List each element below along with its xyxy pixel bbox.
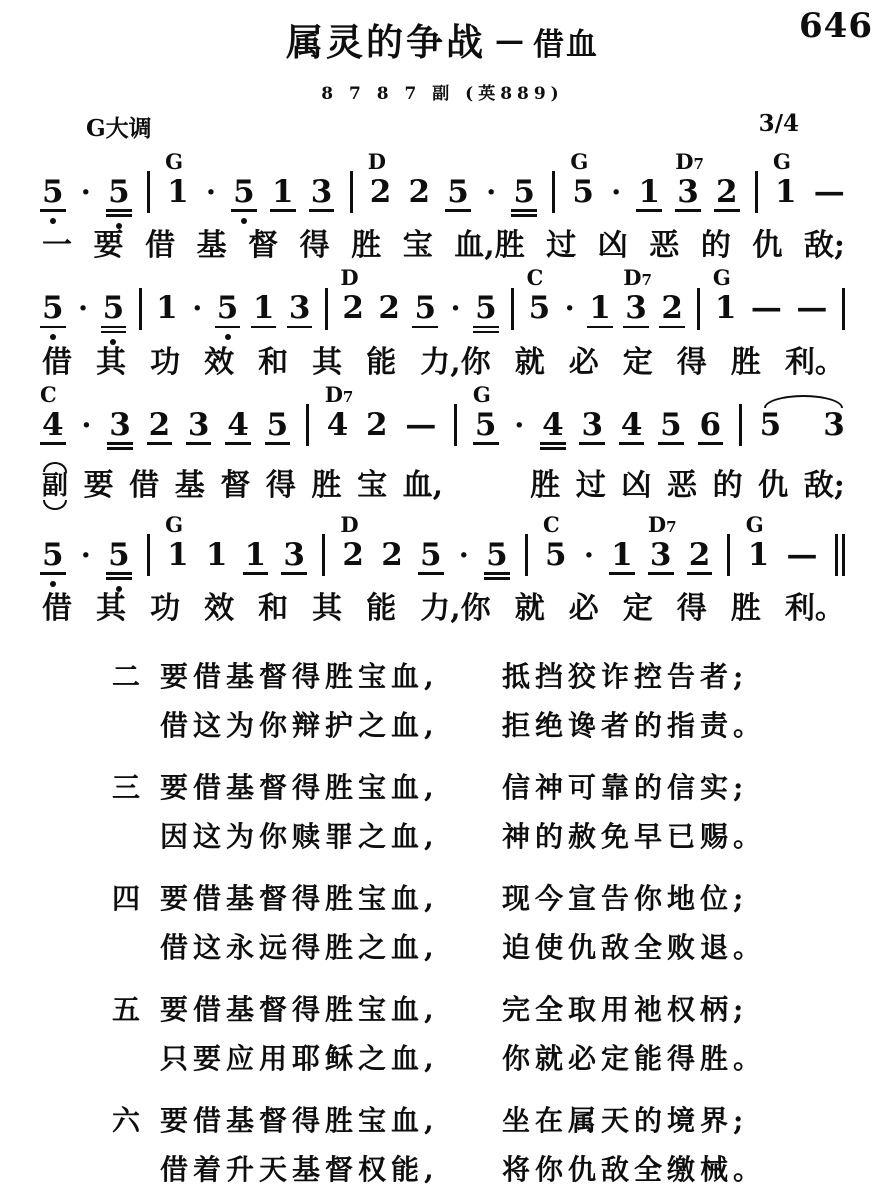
rhythm-dot: ·	[611, 174, 622, 209]
note-digit: 3	[310, 173, 333, 210]
eighth-underline	[636, 209, 662, 212]
vertical-paren-bottom	[43, 500, 67, 510]
note-digit: 5	[419, 536, 442, 573]
lyric-syllable: 其	[96, 344, 127, 380]
note-digit: 5	[103, 293, 125, 324]
lyric-syllable: 其	[96, 591, 127, 626]
notation-row	[42, 264, 845, 346]
title-subtitle: 借血	[533, 27, 599, 63]
eighth-underline	[225, 442, 251, 445]
lyrics-row	[42, 462, 845, 510]
verse-6	[112, 1103, 885, 1187]
lyric-syllable: 要	[93, 228, 124, 263]
verse-phrase: 要借基督得胜宝血,	[160, 992, 439, 1026]
barline	[525, 534, 528, 576]
barline	[350, 171, 353, 213]
rhythm-dot: ·	[80, 537, 91, 572]
eighth-underline	[40, 209, 66, 212]
note-digit: 2	[408, 173, 431, 210]
lyric-syllable: 敌;	[803, 467, 845, 503]
barline	[454, 404, 457, 446]
hymn-number: 646	[799, 6, 873, 46]
lyrics-row	[42, 346, 845, 381]
refrain-character: 副	[42, 471, 69, 501]
lyric-syllable: 的	[700, 228, 731, 263]
lyric-syllable: 借	[42, 344, 72, 380]
lyric-syllable: 得	[676, 344, 707, 380]
note-digit: 3	[283, 536, 305, 573]
lyric-syllable: 要	[83, 467, 114, 503]
note-digit: 2	[148, 406, 171, 443]
lyric-syllable: 借	[145, 228, 176, 263]
barline	[147, 171, 150, 213]
barline	[697, 288, 700, 330]
verse-5	[112, 992, 885, 1076]
eighth-underline	[309, 209, 335, 212]
rhythm-dot: ·	[80, 174, 91, 209]
music-line-1	[42, 147, 845, 264]
note-digit: 2 D	[367, 148, 392, 210]
eighth-underline	[579, 442, 605, 445]
note-digit: 3 D7	[623, 265, 652, 326]
title-dash: —	[495, 23, 524, 57]
eighth-underline	[265, 442, 291, 445]
chord-label: D7	[647, 511, 677, 537]
lyric-syllable: 胜	[311, 467, 342, 503]
low-octave-dot	[116, 586, 122, 592]
notation-row	[42, 380, 845, 462]
chord-label: D	[340, 511, 359, 537]
barline	[139, 288, 142, 330]
rhythm-dot: ·	[205, 174, 216, 209]
chord-label: G	[472, 381, 491, 407]
eighth-underline	[659, 326, 685, 329]
lyric-syllable: 一	[42, 228, 72, 263]
verse-phrase: 你就必定能得胜。	[502, 1041, 767, 1075]
barline	[755, 171, 758, 213]
note-digit: 1 G	[712, 265, 737, 326]
eighth-underline	[147, 442, 173, 445]
eighth-underline	[101, 331, 127, 334]
note-digit: 5	[486, 540, 508, 571]
chord-label: D	[367, 148, 386, 174]
note-digit: 1 G	[745, 511, 770, 573]
note-digit: 6	[699, 406, 722, 443]
verse-phrase: 完全取用祂权柄;	[502, 992, 749, 1026]
note-digit: 2	[661, 290, 683, 326]
chord-label: D	[340, 265, 359, 290]
note-digit: 2	[366, 406, 388, 443]
eighth-underline	[101, 326, 127, 329]
lyric-syllable: 功	[150, 591, 181, 626]
title-main: 属灵的争战	[286, 20, 486, 64]
key-signature: G大调	[86, 115, 152, 142]
time-signature: 3/4	[758, 110, 799, 137]
note-digit: 1	[589, 290, 611, 326]
lyric-syllable: 基	[196, 228, 227, 263]
verse-4	[112, 881, 885, 965]
verse-number: 三	[112, 770, 141, 804]
eighth-underline	[619, 442, 645, 445]
lyric-syllable: 功	[150, 344, 181, 380]
eighth-underline	[281, 572, 307, 575]
low-octave-dot	[241, 218, 247, 224]
barline	[325, 288, 328, 330]
barline	[727, 534, 730, 576]
note-digit: 2	[381, 536, 403, 573]
lyric-syllable: 胜	[730, 344, 761, 380]
lyric-syllable: 督	[220, 467, 251, 503]
eighth-underline	[473, 442, 499, 445]
note-digit: 4 D7	[324, 381, 354, 443]
note-digit: 3	[187, 406, 210, 443]
rhythm-dot: ·	[564, 291, 575, 325]
chord-label: C	[543, 511, 560, 537]
verse-2	[112, 659, 885, 743]
music-line-2	[42, 264, 845, 381]
barline	[842, 288, 845, 330]
low-octave-dot	[50, 334, 56, 340]
note-digit: 5 G	[570, 148, 594, 210]
verse-phrase: 现今宣告你地位;	[502, 881, 749, 915]
lyric-syllable: 胜	[530, 467, 561, 503]
eighth-underline	[107, 447, 133, 450]
lyric-syllable: 能	[366, 591, 397, 626]
lyric-syllable: 利。	[784, 344, 845, 380]
note-digit: 1	[156, 290, 178, 326]
note-digit: 5	[42, 293, 64, 324]
eighth-underline	[40, 442, 66, 445]
lyric-syllable: 过	[546, 228, 577, 263]
verse-phrase: 迫使仇敌全败退。	[502, 930, 767, 964]
verse-3	[112, 770, 885, 854]
eighth-underline	[698, 442, 724, 445]
rhythm-dot: ·	[450, 291, 461, 325]
lyric-syllable: 仇	[758, 467, 789, 503]
verse-phrase: 信神可靠的信实;	[502, 770, 749, 804]
lyric-syllable: 仇	[752, 228, 783, 263]
note-digit: 2 D	[340, 511, 364, 573]
verse-phrase: 神的赦免早已赐。	[502, 819, 767, 853]
eighth-underline	[412, 326, 438, 329]
eighth-underline	[106, 214, 132, 217]
eighth-underline	[658, 442, 684, 445]
note-digit: 5	[759, 406, 782, 443]
meter-line: 8 7 8 7 副 (英889)	[321, 84, 564, 104]
note-digit: 1	[252, 290, 275, 326]
chord-label: C	[40, 381, 57, 407]
dash-extension: —	[405, 406, 437, 443]
verse-number: 五	[112, 992, 141, 1026]
eighth-underline	[675, 209, 701, 212]
note-digit: 1	[271, 173, 294, 210]
eighth-underline	[445, 209, 471, 212]
rhythm-dot: ·	[192, 291, 203, 325]
eighth-underline	[40, 572, 66, 575]
chord-label: G	[745, 511, 764, 537]
chord-label: D7	[675, 148, 704, 174]
rhythm-dot: ·	[583, 537, 594, 572]
low-octave-dot	[110, 339, 116, 345]
eighth-underline	[243, 572, 269, 575]
dash-extension: —	[796, 290, 828, 326]
lyric-syllable: 血,胜	[454, 228, 525, 263]
lyric-syllable: 胜	[351, 228, 382, 263]
lyric-syllable: 基	[174, 467, 205, 503]
note-digit: 1 G	[773, 148, 797, 210]
chord-label: D7	[324, 381, 354, 407]
lyric-syllable: 借	[129, 467, 160, 503]
eighth-underline	[511, 209, 537, 212]
refrain-mark	[42, 462, 68, 510]
note-digit: 5	[447, 173, 469, 210]
lyric-syllable: 的	[712, 467, 743, 503]
barline	[306, 404, 309, 446]
eighth-underline	[473, 326, 499, 329]
dash-extension: —	[786, 536, 818, 573]
lyrics-row	[42, 229, 845, 264]
lyric-syllable: 定	[622, 344, 653, 380]
eighth-underline	[107, 442, 133, 445]
verse-phrase: 借着升天基督权能,	[160, 1152, 439, 1186]
eighth-underline	[714, 209, 740, 212]
verse-number: 四	[112, 881, 141, 915]
note-digit: 5 G	[472, 381, 497, 443]
verse-phrase: 借这为你辩护之血,	[160, 708, 439, 742]
eighth-underline	[215, 326, 241, 329]
lyric-syllable: 和	[258, 344, 289, 380]
note-digit: 3	[581, 406, 604, 443]
lyric-syllable: 其	[312, 344, 343, 380]
lyric-syllable: 胜	[730, 591, 761, 626]
eighth-underline	[106, 572, 132, 575]
eighth-underline	[106, 577, 132, 580]
chord-label: C	[526, 265, 544, 290]
lyric-syllable: 和	[258, 591, 289, 626]
lyric-syllable: 凶	[597, 228, 628, 263]
lyric-syllable: 必	[568, 591, 599, 626]
chord-label: G	[773, 148, 791, 174]
eighth-underline	[106, 209, 132, 212]
lyric-syllable: 力,你	[420, 591, 491, 626]
lyric-syllable: 恶	[666, 467, 697, 503]
eighth-underline	[270, 209, 296, 212]
eighth-underline	[511, 214, 537, 217]
lyric-syllable: 其	[312, 591, 343, 626]
lyrics-row	[42, 592, 845, 627]
note-digit: 3 D7	[675, 148, 704, 210]
eighth-underline	[484, 572, 510, 575]
eighth-underline	[186, 442, 212, 445]
chord-label: G	[165, 148, 184, 174]
barline	[147, 534, 150, 576]
music-notation	[0, 143, 885, 627]
dash-extension: —	[813, 173, 845, 210]
note-digit: 4	[542, 410, 564, 441]
eighth-underline	[40, 326, 66, 329]
eighth-underline	[251, 326, 277, 329]
note-digit: 5	[660, 406, 682, 443]
note-digit: 5	[414, 290, 437, 326]
chord-label: G	[570, 148, 589, 174]
note-digit: 5 C	[526, 265, 551, 326]
chord-label: G	[712, 265, 731, 290]
rhythm-dot: ·	[81, 407, 92, 442]
note-digit: 4	[227, 406, 249, 443]
lyric-syllable: 效	[204, 344, 235, 380]
note-digit: 5	[217, 293, 239, 324]
verse-phrase: 要借基督得胜宝血,	[160, 881, 439, 915]
notation-row	[42, 147, 845, 229]
note-digit: 2 D	[340, 265, 364, 326]
eighth-underline	[540, 442, 566, 445]
note-digit: 2	[688, 536, 711, 573]
note-digit: 5	[233, 177, 255, 208]
verses-section	[0, 627, 885, 1187]
eighth-underline	[484, 577, 510, 580]
eighth-underline	[418, 572, 444, 575]
lyric-syllable: 定	[622, 591, 653, 626]
lyric-syllable: 宝	[357, 467, 388, 503]
lyric-syllable: 得	[676, 591, 707, 626]
note-digit: 3 D7	[647, 511, 677, 573]
dash-extension: —	[750, 290, 782, 326]
verse-phrase: 要借基督得胜宝血,	[160, 770, 439, 804]
note-digit: 5	[42, 540, 64, 571]
rhythm-dot: ·	[514, 407, 525, 442]
barline	[322, 534, 325, 576]
lyric-syllable: 得	[265, 467, 296, 503]
verse-phrase: 要借基督得胜宝血,	[160, 659, 439, 693]
lyric-syllable: 得	[299, 228, 330, 263]
note-digit: 5	[266, 406, 289, 443]
note-digit: 3	[109, 410, 131, 441]
verse-phrase: 借这永远得胜之血,	[160, 930, 439, 964]
low-octave-dot	[116, 223, 122, 229]
music-line-3	[42, 380, 845, 510]
note-digit: 5 C	[543, 511, 567, 573]
chord-label: G	[165, 511, 184, 537]
page-title	[0, 0, 885, 66]
note-digit: 1	[611, 536, 633, 573]
lyric-syllable: 凶	[621, 467, 652, 503]
barline	[511, 288, 514, 330]
verse-phrase: 因这为你赎罪之血,	[160, 819, 439, 853]
lyric-syllable: 效	[204, 591, 235, 626]
lyric-syllable: 就	[514, 591, 545, 626]
note-digit: 1	[205, 536, 228, 573]
note-digit: 3	[288, 290, 311, 326]
tie-arc	[764, 395, 843, 408]
lyric-syllable: 借	[42, 591, 72, 626]
verse-number: 二	[112, 659, 141, 693]
note-digit: 5	[475, 293, 497, 324]
chord-label: D7	[623, 265, 652, 290]
lyric-syllable: 力,你	[420, 344, 491, 380]
note-digit: 1	[638, 173, 661, 210]
low-octave-dot	[50, 218, 56, 224]
lyric-syllable: 宝	[402, 228, 433, 263]
note-digit: 5	[513, 177, 535, 208]
lyric-syllable: 血,	[402, 467, 444, 503]
rhythm-dot: ·	[78, 291, 89, 325]
note-digit: 5	[108, 177, 130, 208]
barline	[739, 404, 742, 446]
eighth-underline	[587, 326, 613, 329]
note-digit: 1 G	[165, 148, 189, 210]
eighth-underline	[648, 572, 674, 575]
eighth-underline	[287, 326, 313, 329]
verse-phrase: 拒绝谗者的指责。	[502, 708, 767, 742]
verse-phrase: 要借基督得胜宝血,	[160, 1103, 439, 1137]
eighth-underline	[231, 209, 257, 212]
note-digit: 5	[42, 177, 64, 208]
barline	[552, 171, 555, 213]
eighth-underline	[473, 331, 499, 334]
note-digit: 4	[620, 406, 643, 443]
eighth-underline	[623, 326, 649, 329]
lyric-syllable: 恶	[649, 228, 680, 263]
tied-note-group	[759, 406, 845, 443]
note-digit: 1 G	[165, 511, 189, 573]
key-time-row	[0, 104, 885, 143]
note-digit: 4 C	[40, 381, 64, 443]
verse-phrase: 抵挡狡诈控告者;	[502, 659, 749, 693]
note-digit: 1	[244, 536, 267, 573]
lyric-syllable: 督	[248, 228, 279, 263]
verse-phrase: 坐在属天的境界;	[502, 1103, 749, 1137]
final-barline	[835, 534, 845, 576]
eighth-underline	[540, 447, 566, 450]
low-octave-dot	[50, 581, 56, 587]
music-line-4	[42, 510, 845, 627]
note-digit: 2	[716, 173, 738, 210]
notation-row	[42, 510, 845, 592]
lyric-syllable: 过	[575, 467, 606, 503]
lyric-syllable: 敌;	[803, 228, 845, 263]
verse-phrase: 将你仇敌全缴械。	[502, 1152, 767, 1186]
rhythm-dot: ·	[458, 537, 469, 572]
lyric-syllable: 就	[514, 344, 545, 380]
note-digit: 5	[108, 540, 130, 571]
verse-number: 六	[112, 1103, 141, 1137]
low-octave-dot	[225, 334, 231, 340]
eighth-underline	[609, 572, 635, 575]
verse-phrase: 只要应用耶稣之血,	[160, 1041, 439, 1075]
lyric-syllable: 利。	[784, 591, 845, 626]
rhythm-dot: ·	[486, 174, 497, 209]
note-digit: 2	[378, 290, 400, 326]
lyric-syllable: 能	[366, 344, 397, 380]
note-digit: 3	[823, 406, 845, 443]
eighth-underline	[687, 572, 713, 575]
lyric-syllable: 必	[568, 344, 599, 380]
